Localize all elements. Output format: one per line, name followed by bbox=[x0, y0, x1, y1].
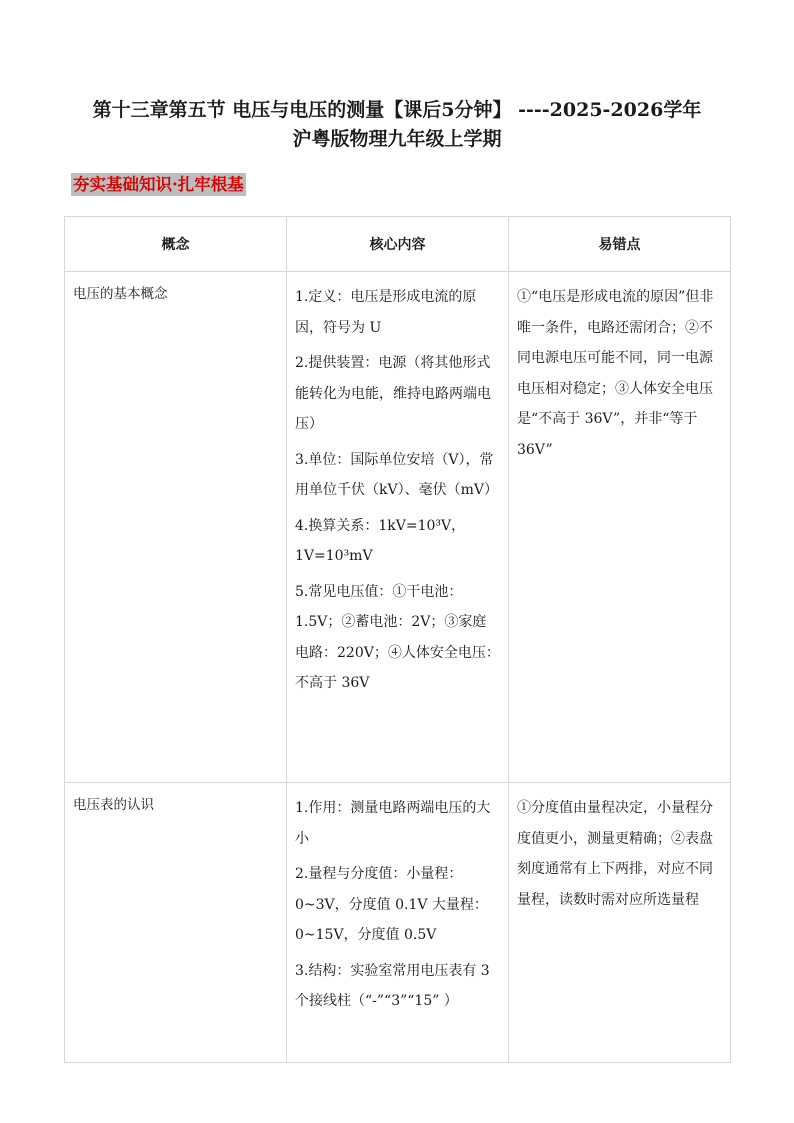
section-heading: 夯实基础知识·扎牢根基 bbox=[73, 175, 244, 194]
header-error-points: 易错点 bbox=[509, 217, 731, 272]
header-concept: 概念 bbox=[65, 217, 287, 272]
table-header-row bbox=[65, 217, 731, 272]
knowledge-table bbox=[64, 216, 731, 1063]
table-row bbox=[65, 272, 731, 783]
content-item: 3.单位：国际单位安培（V），常用单位千伏（kV）、毫伏（mV） bbox=[295, 451, 498, 498]
error-points-cell: ①分度值由量程决定，小量程分度值更小，测量更精确；②表盘刻度通常有上下两排，对应不同量程，读数时需对应所选量程 bbox=[509, 783, 731, 1063]
table-row bbox=[65, 783, 731, 1063]
document-title-line-2: 沪粤版物理九年级上学期 bbox=[292, 128, 502, 150]
content-item: 1.作用：测量电路两端电压的大小 bbox=[295, 800, 491, 847]
core-content-cell bbox=[287, 272, 509, 783]
document-title bbox=[60, 96, 734, 154]
document-title-line-1: 第十三章第五节 电压与电压的测量【课后5分钟】 ----2025-2026学年 bbox=[92, 99, 702, 121]
core-content-cell bbox=[287, 783, 509, 1063]
concept-cell: 电压表的认识 bbox=[65, 783, 287, 1063]
content-item: 1.定义：电压是形成电流的原因，符号为 U bbox=[295, 289, 477, 336]
concept-cell: 电压的基本概念 bbox=[65, 272, 287, 783]
content-item: 2.量程与分度值：小量程：0~3V，分度值 0.1V 大量程：0~15V，分度值 0.5V bbox=[295, 866, 488, 943]
content-item: 2.提供装置：电源（将其他形式能转化为电能，维持电路两端电压） bbox=[295, 355, 491, 432]
error-points-cell: ①“电压是形成电流的原因”但非唯一条件，电路还需闭合；②不同电源电压可能不同，同一电源电压相对稳定；③人体安全电压是“不高于 36V”，并非“等于 36V” bbox=[509, 272, 731, 783]
content-item: 5.常见电压值：①干电池：1.5V；②蓄电池：2V；③家庭电路：220V；④人体安全电压：不高于 36V bbox=[295, 583, 500, 691]
header-core-content: 核心内容 bbox=[287, 217, 509, 272]
content-item: 3.结构：实验室常用电压表有 3 个接线柱（“-”“3”“15” ） bbox=[295, 962, 490, 1009]
content-item: 4.换算关系：1kV=10³V，1V=10³mV bbox=[295, 517, 466, 564]
